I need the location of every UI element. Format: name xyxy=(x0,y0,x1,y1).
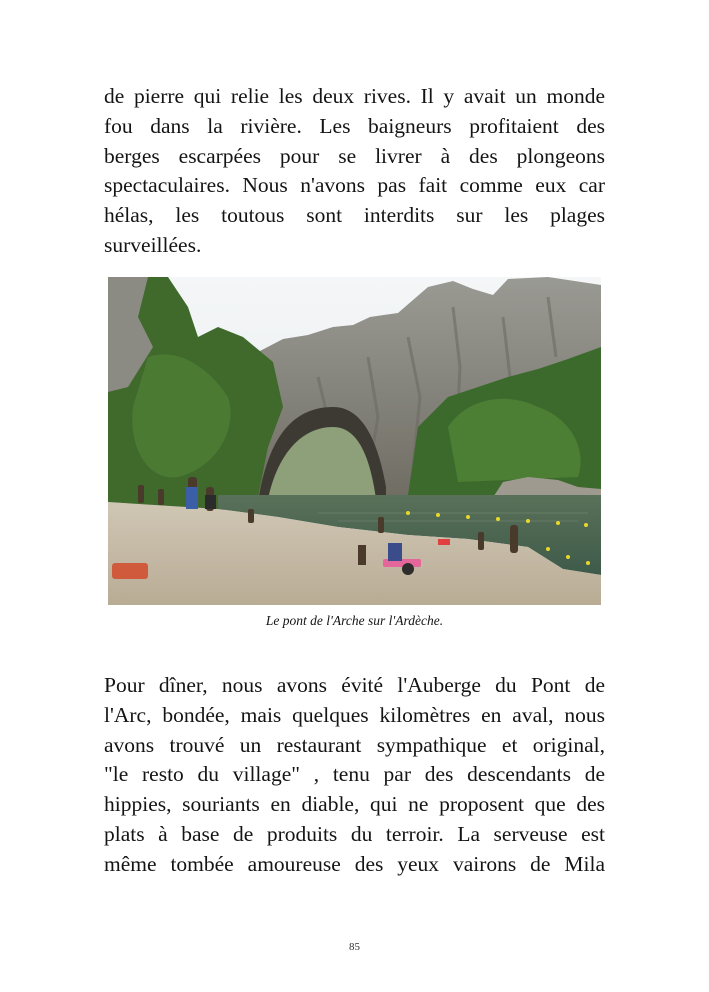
page-number: 85 xyxy=(349,941,360,953)
text-line: hippies, souriants en diable, qui ne proposent que des xyxy=(104,792,605,817)
figure-caption: Le pont de l'Arche sur l'Ardèche. xyxy=(265,613,444,628)
body-paragraph xyxy=(104,82,605,261)
text-line: avons trouvé un restaurant sympathique et original, xyxy=(104,732,605,757)
text-line: surveillées. xyxy=(104,232,202,257)
text-line: plats à base de produits du terroir. La serveuse est xyxy=(104,821,605,846)
text-line: "le resto du village" , tenu par des descendants de xyxy=(104,762,605,787)
text-line: même tombée amoureuse des yeux vairons de Mila xyxy=(104,851,605,876)
text-line: fou dans la rivière. Les baigneurs profitaient des xyxy=(104,113,605,138)
text-line: berges escarpées pour se livrer à des plongeons xyxy=(104,143,605,168)
text-line: hélas, les toutous sont interdits sur les plages xyxy=(104,203,605,228)
photo-pont-arc xyxy=(108,277,601,605)
text-line: Pour dîner, nous avons évité l'Auberge du Pont de xyxy=(104,673,605,697)
text-line: spectaculaires. Nous n'avons pas fait comme eux car xyxy=(104,173,605,198)
text-line: l'Arc, bondée, mais quelques kilomètres en aval, nous xyxy=(104,702,605,727)
text-line: de pierre qui relie les deux rives. Il y avait un monde xyxy=(104,84,605,108)
body-paragraph xyxy=(104,671,605,880)
